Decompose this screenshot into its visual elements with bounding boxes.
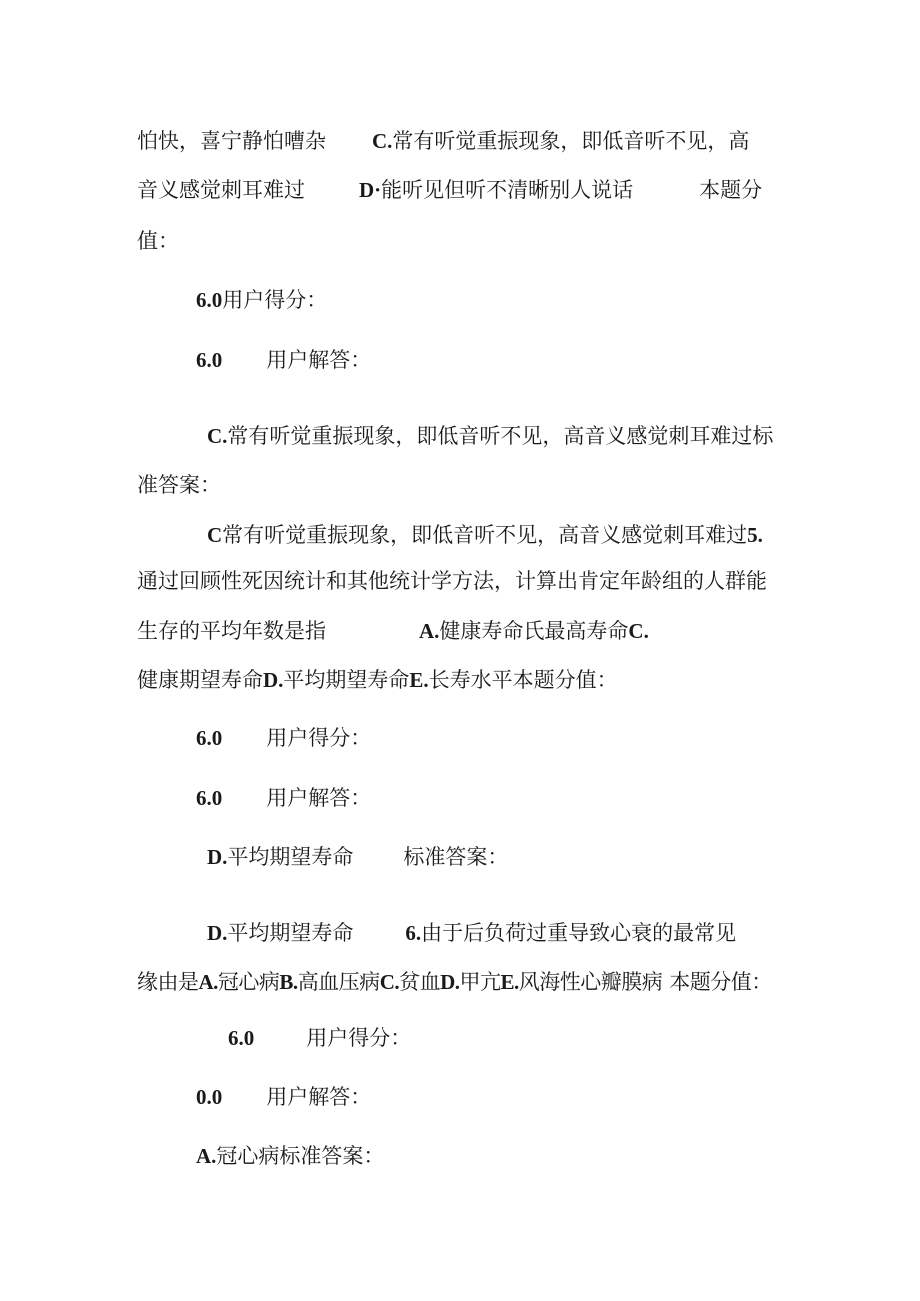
- option-letter: A.: [198, 970, 218, 994]
- score-value: 0.0: [196, 1085, 223, 1109]
- line-text: 健康寿命氏最高寿命: [439, 619, 629, 643]
- option-letter: C.: [207, 424, 228, 448]
- option-letter: B.: [279, 970, 298, 994]
- line-text: 音义感觉刺耳难过: [137, 178, 305, 202]
- line-text: 健康期望寿命: [137, 668, 263, 692]
- question-number: 5.: [747, 523, 763, 547]
- line-text: 平均期望寿命: [227, 845, 354, 869]
- text-line-3: [137, 226, 179, 256]
- score-value: 6.0: [196, 348, 223, 372]
- line-text: 值：: [137, 229, 179, 253]
- score-value: 6.0: [196, 288, 223, 312]
- line-text: 贫血: [399, 970, 441, 994]
- option-letter: A.: [196, 1144, 217, 1168]
- line-text: 冠心病标准答案：: [216, 1144, 385, 1168]
- text-line-7: [137, 470, 221, 500]
- line-text: 常有听觉重振现象，即低音听不见，高音义感觉刺耳难过标: [227, 424, 774, 448]
- score-line: [196, 285, 327, 315]
- line-text: 本题分值：: [669, 970, 772, 994]
- text-line-16: [137, 967, 772, 997]
- question-number: 6.: [405, 921, 422, 945]
- line-text: 常有听觉重振现象，即低音听不见，高音义感觉刺耳难过: [222, 523, 748, 547]
- answer-label: 用户解答：: [266, 786, 372, 810]
- score-line: [228, 1023, 411, 1053]
- line-text: 冠心病: [217, 970, 280, 994]
- line-text: 通过回顾性死因统计和其他统计学方法，计算出肯定年龄组的人群能: [137, 569, 767, 593]
- option-letter: E.: [409, 668, 429, 692]
- answer-label: 用户解答：: [266, 348, 372, 372]
- answer-line: [196, 783, 371, 813]
- text-line-10: [137, 616, 649, 646]
- score-label: 用户得分：: [306, 1026, 412, 1050]
- score-value: 6.0: [228, 1026, 255, 1050]
- line-text: 生存的平均年数是指: [137, 619, 326, 643]
- answer-line: [196, 345, 371, 375]
- score-line: [196, 723, 371, 753]
- line-text: 风海性心瓣膜病: [518, 970, 663, 994]
- line-text: 由于后负荷过重导致心衰的最常见: [421, 921, 737, 945]
- score-value: 6.0: [196, 726, 223, 750]
- line-text: 平均期望寿命: [283, 668, 410, 692]
- answer-label: 用户解答：: [266, 1085, 372, 1109]
- score-value: 6.0: [196, 786, 223, 810]
- line-text: 标准答案：: [403, 845, 509, 869]
- line-text: 常有听觉重振现象，即低音听不见，高: [392, 129, 750, 153]
- line-text: 高血压病: [297, 970, 380, 994]
- line-text: 长寿水平本题分值：: [428, 668, 618, 692]
- option-letter: D·: [359, 178, 382, 202]
- standard-answer-line: [207, 918, 736, 948]
- option-letter: D.: [207, 921, 228, 945]
- user-answer-line: [196, 1141, 384, 1171]
- option-letter: C.: [628, 619, 649, 643]
- line-text: 怕快，喜宁静怕嘈杂: [137, 129, 326, 153]
- answer-line: [196, 1082, 371, 1112]
- text-line-2: [137, 175, 762, 205]
- line-text: 准答案：: [137, 473, 221, 497]
- user-answer-line: [207, 421, 773, 451]
- text-line-11: [137, 665, 618, 695]
- standard-answer-line: [207, 520, 763, 550]
- option-letter: A.: [419, 619, 440, 643]
- text-line-9: [137, 566, 767, 596]
- user-answer-line: [207, 842, 508, 872]
- text-line-1: [137, 126, 749, 156]
- option-letter: D.: [207, 845, 228, 869]
- option-letter: C: [207, 523, 223, 547]
- option-letter: D.: [440, 970, 460, 994]
- line-text: 缘由是: [137, 970, 199, 994]
- score-label: 用户得分：: [222, 288, 328, 312]
- score-label: 用户得分：: [266, 726, 372, 750]
- line-text: 甲亢: [459, 970, 501, 994]
- line-text: 本题分: [699, 178, 763, 202]
- line-text: 能听见但听不清晰别人说话: [381, 178, 634, 202]
- option-letter: E.: [500, 970, 519, 994]
- option-letter: C.: [372, 129, 393, 153]
- line-text: 平均期望寿命: [227, 921, 354, 945]
- option-letter: D.: [263, 668, 284, 692]
- option-letter: C.: [379, 970, 400, 994]
